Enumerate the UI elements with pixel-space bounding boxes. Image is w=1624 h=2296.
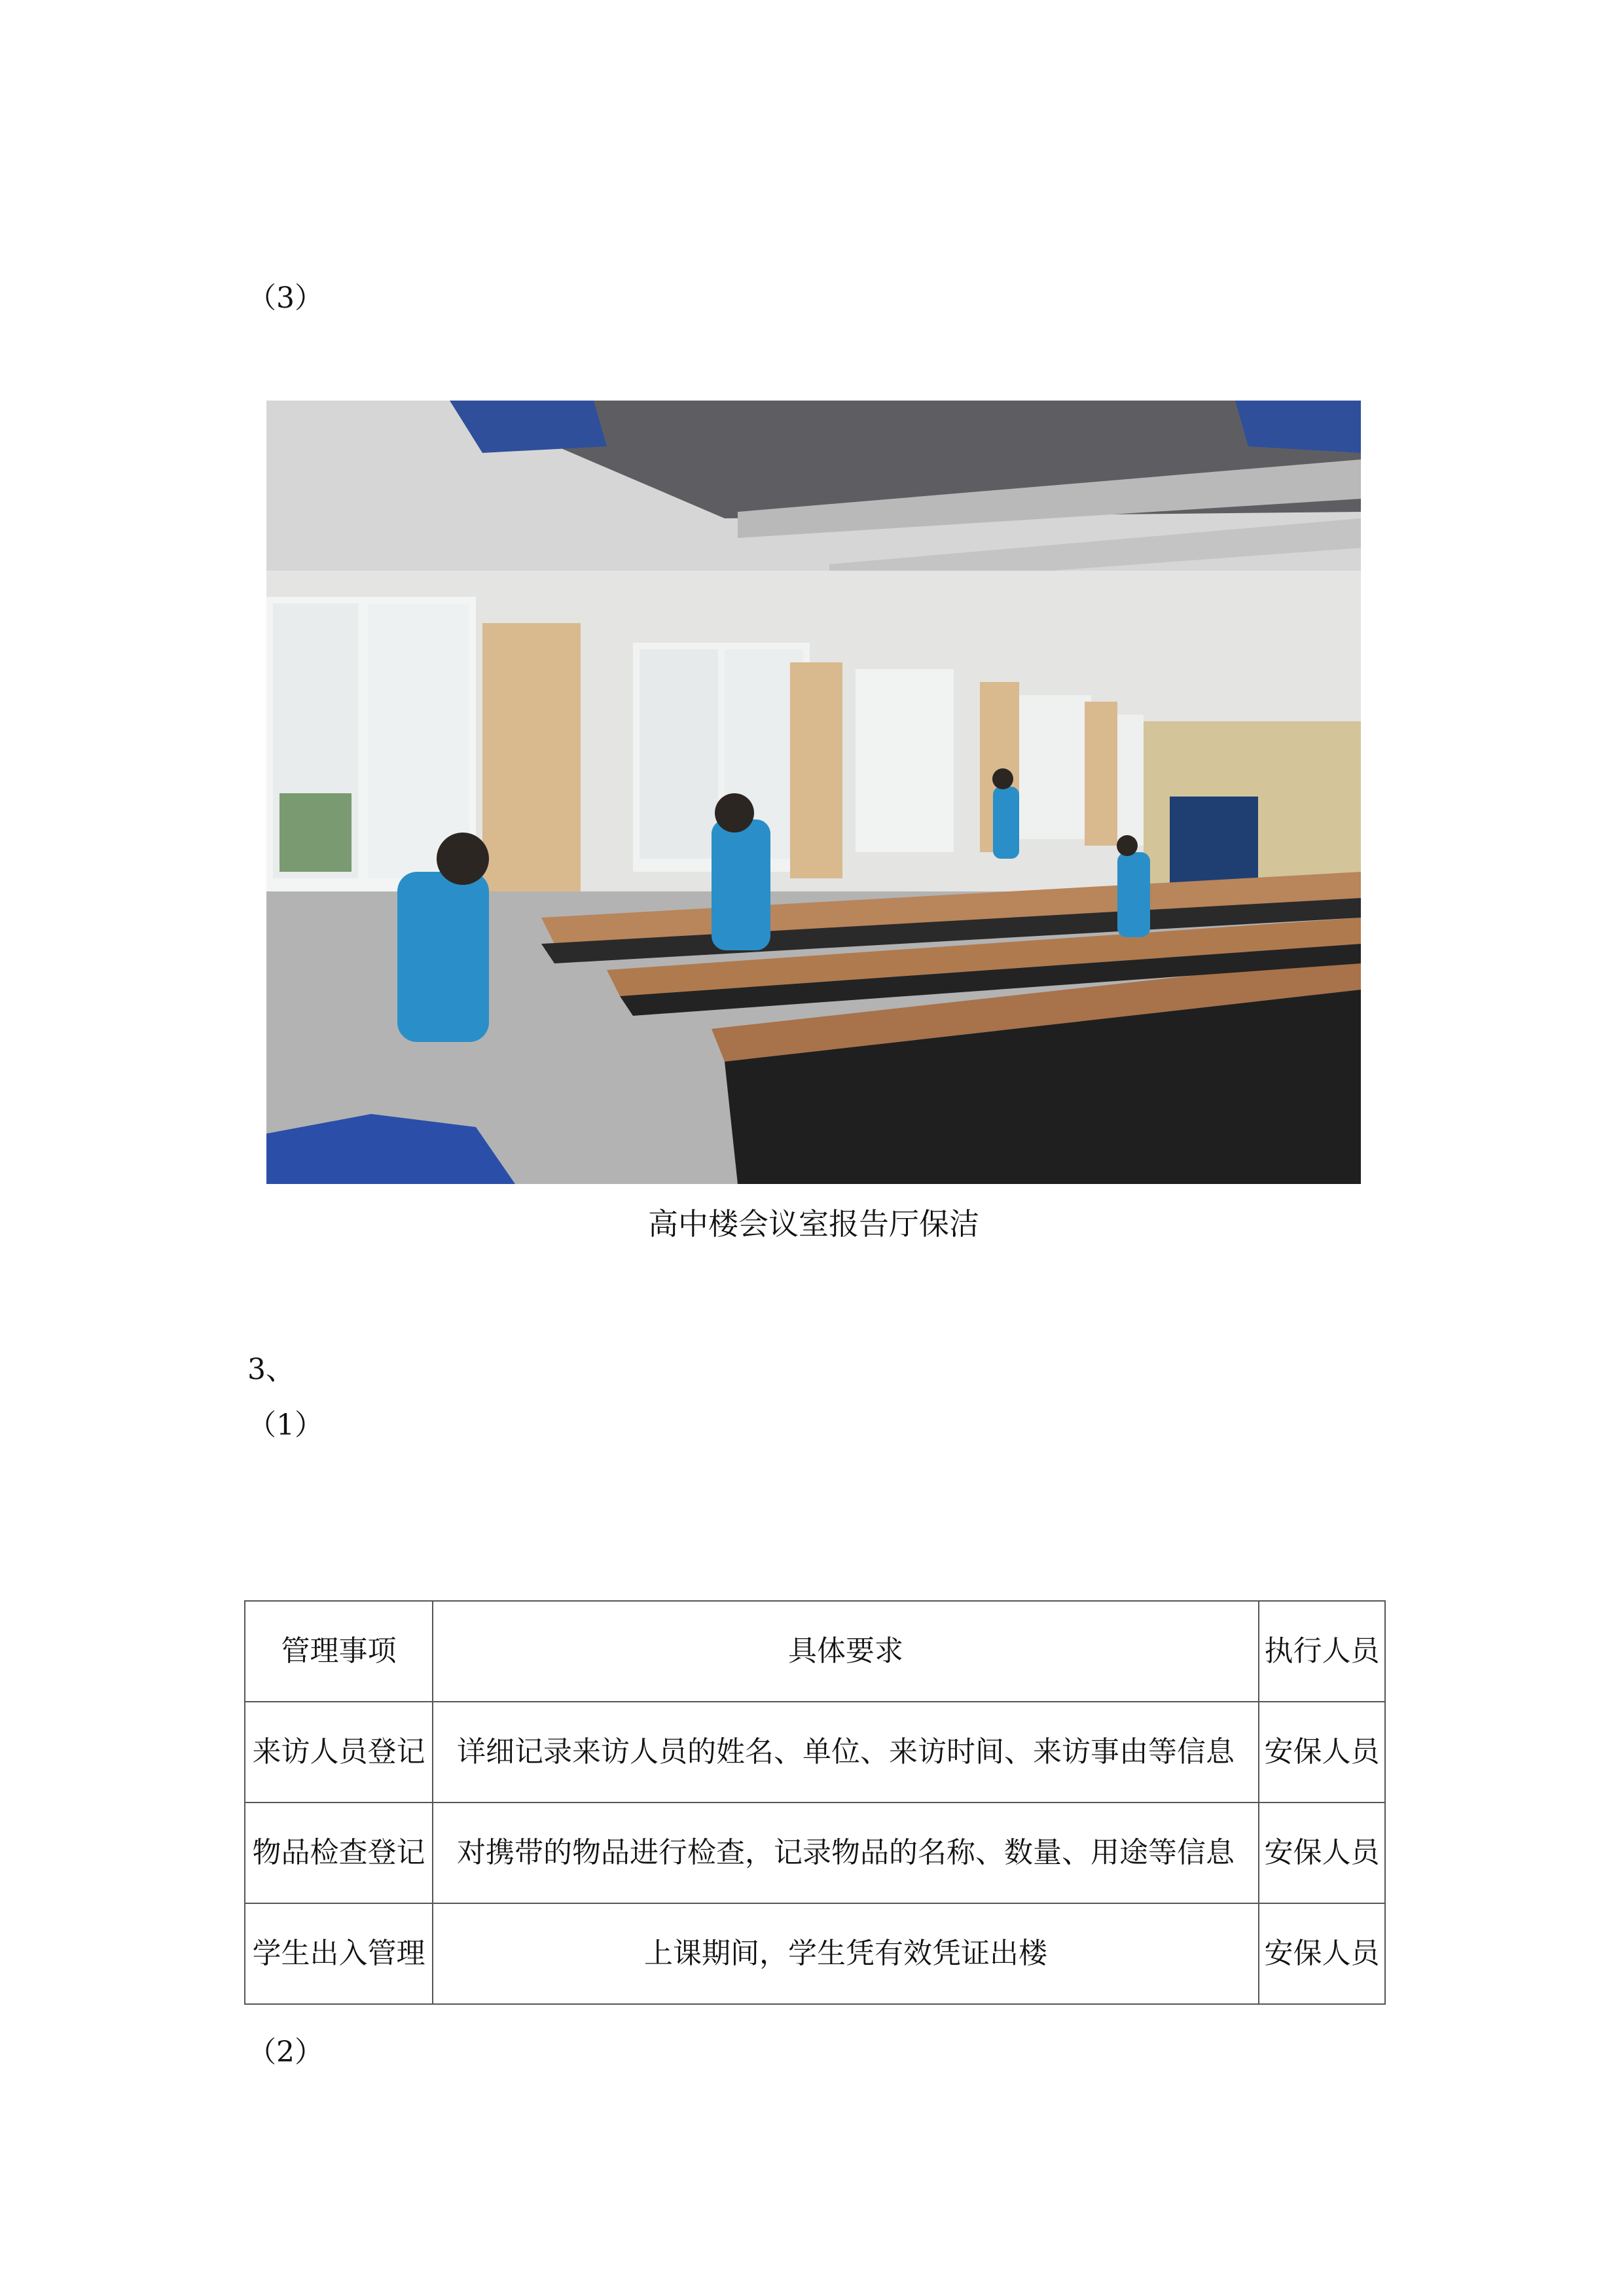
- table-cell: 安保人员: [1259, 1903, 1385, 2004]
- paragraph-label-1: （1）: [247, 1408, 323, 1442]
- table-cell: 物品检查登记: [245, 1803, 433, 1903]
- paragraph-label-2: （2）: [247, 2036, 323, 2069]
- registration-table: [244, 1600, 1386, 2005]
- section-label-3: 3、: [247, 1353, 295, 1386]
- table-cell: 安保人员: [1259, 1803, 1385, 1903]
- table-cell: 上课期间，学生凭有效凭证出楼: [433, 1903, 1259, 2004]
- table-header-cell: 执行人员: [1259, 1601, 1385, 1702]
- table-cell: 学生出入管理: [245, 1903, 433, 2004]
- table-cell: 来访人员登记: [245, 1702, 433, 1803]
- table-row: [245, 1702, 1385, 1803]
- table-cell: 对携带的物品进行检查，记录物品的名称、数量、用途等信息: [433, 1803, 1259, 1903]
- table-row: [245, 1903, 1385, 2004]
- table-header-cell: 管理事项: [245, 1601, 433, 1702]
- table-header-row: [245, 1601, 1385, 1702]
- table-header-cell: 具体要求: [433, 1601, 1259, 1702]
- photo-caption: 高中楼会议室报告厅保洁: [648, 1206, 979, 1242]
- cleaning-photo: [266, 401, 1361, 1184]
- table-cell: 安保人员: [1259, 1702, 1385, 1803]
- table-row: [245, 1803, 1385, 1903]
- table-cell: 详细记录来访人员的姓名、单位、来访时间、来访事由等信息: [433, 1702, 1259, 1803]
- paragraph-label-3: （3）: [247, 281, 323, 315]
